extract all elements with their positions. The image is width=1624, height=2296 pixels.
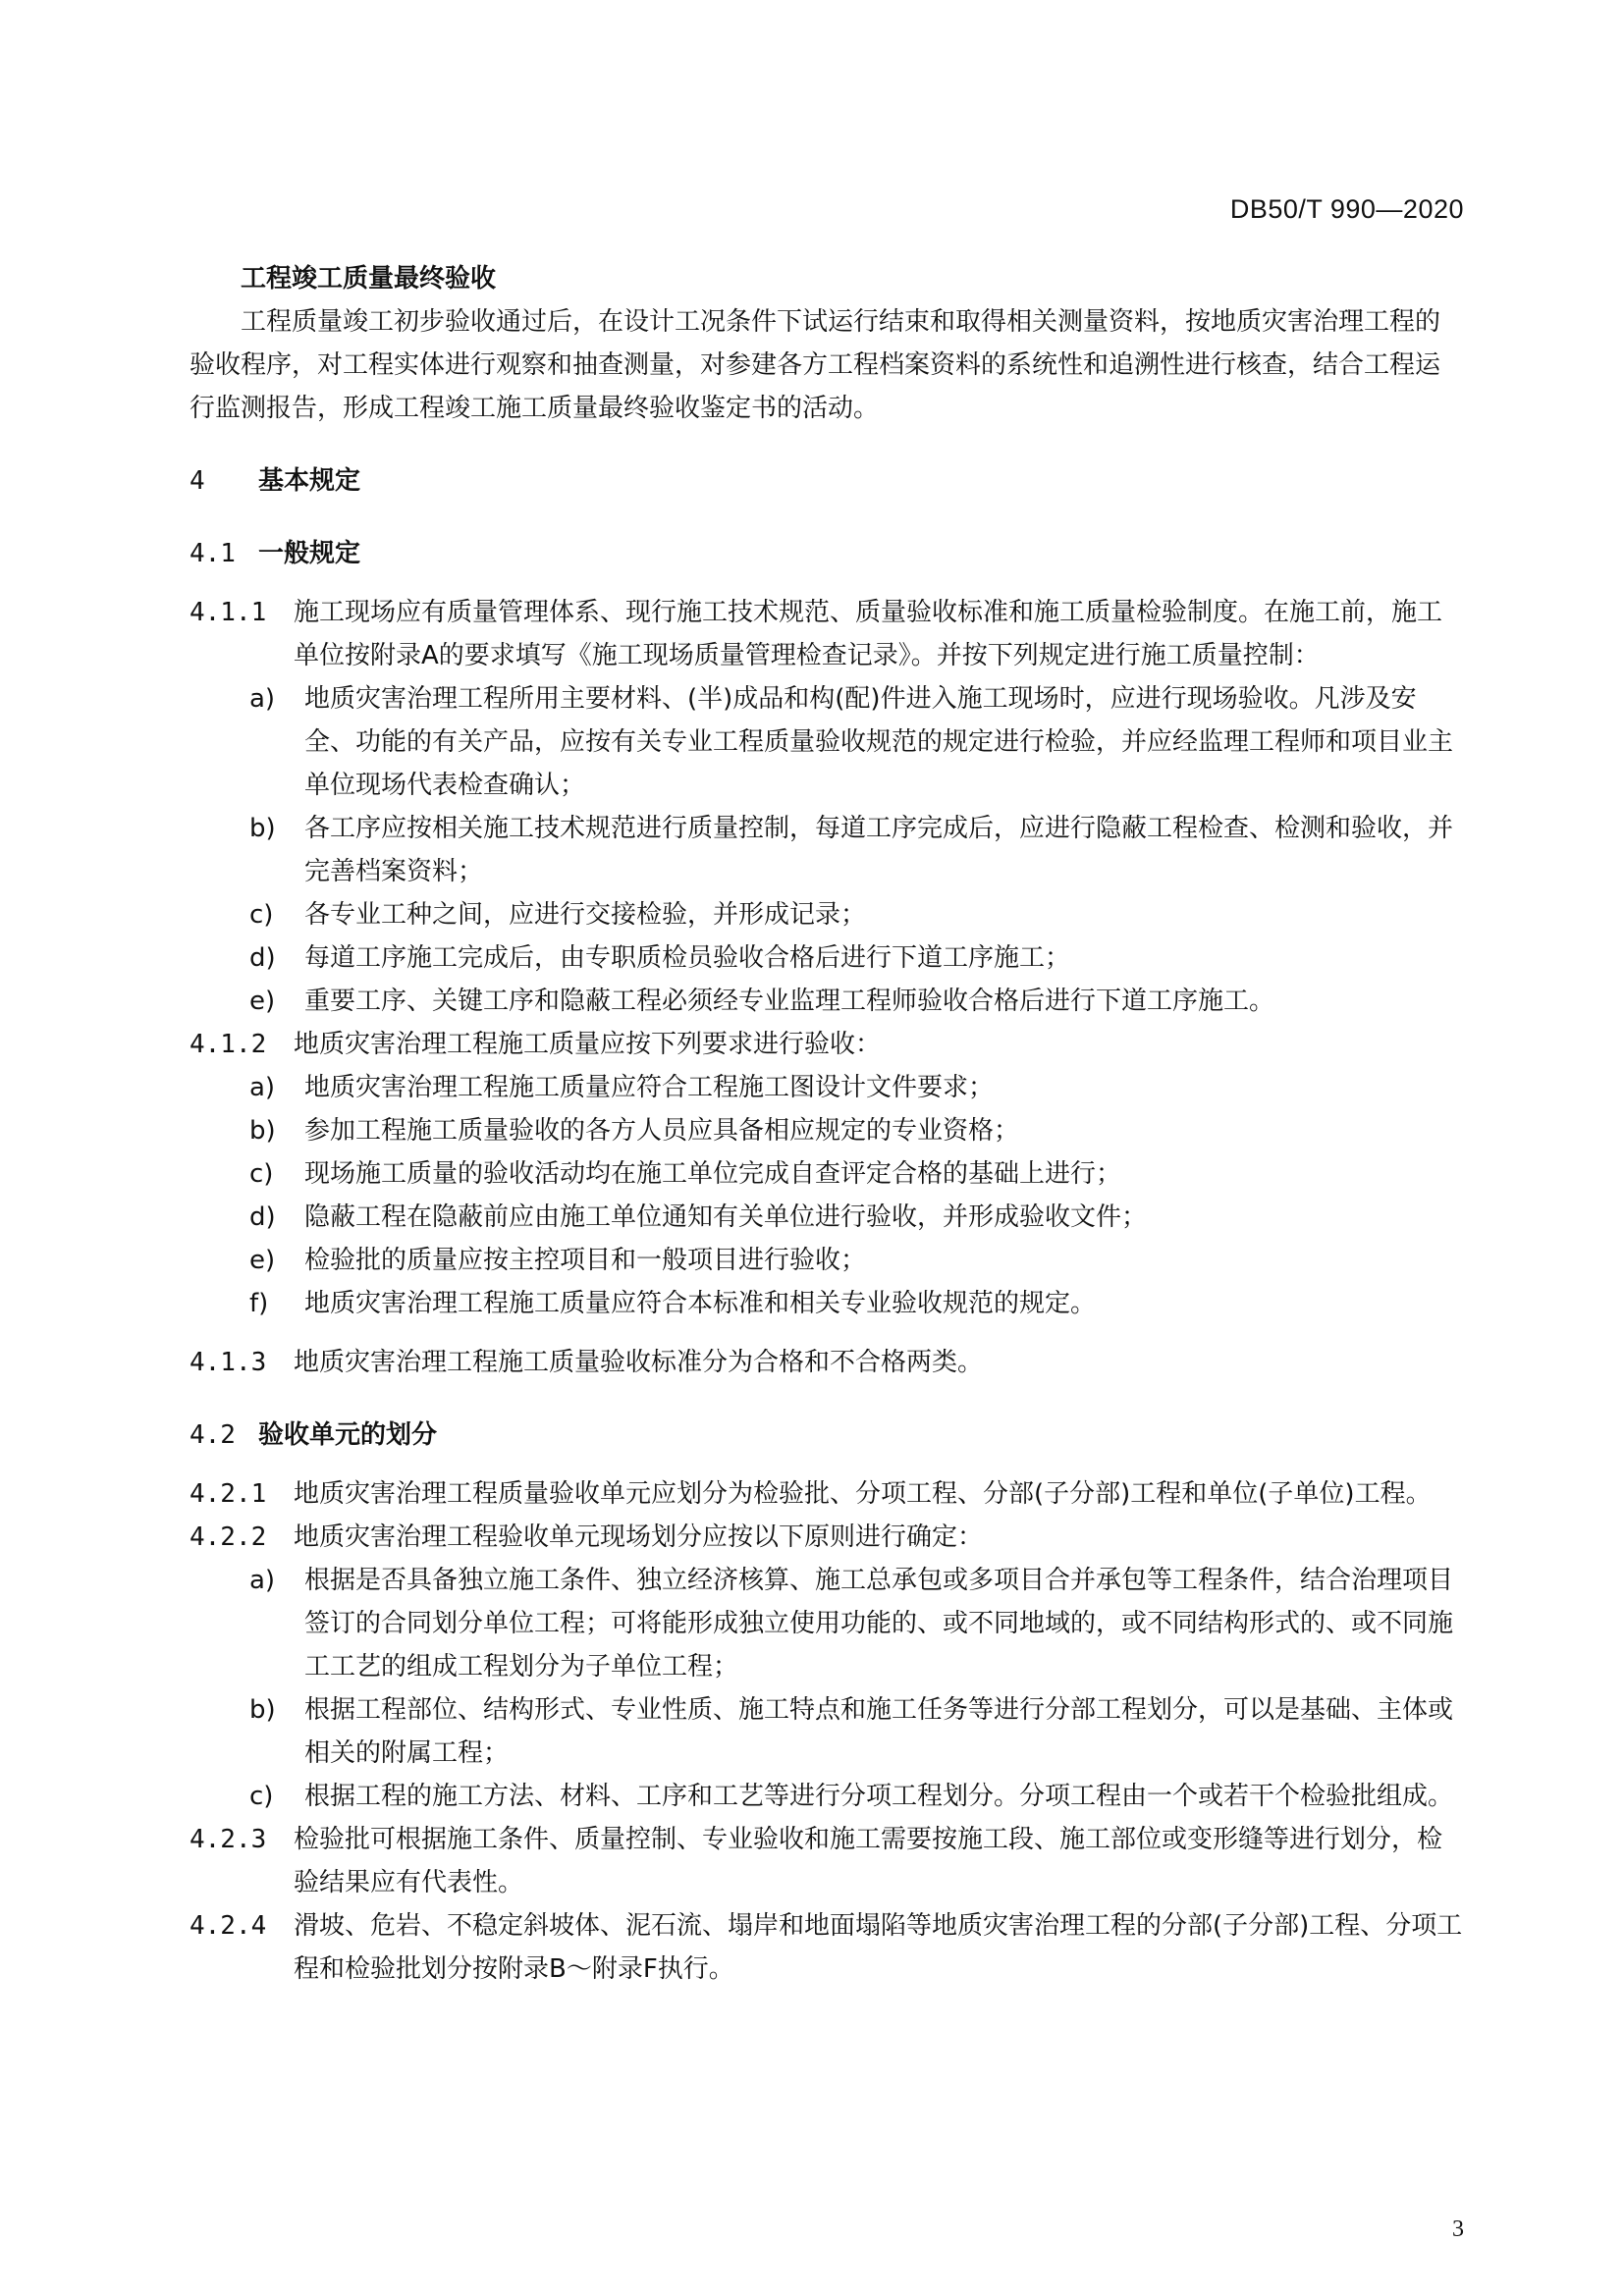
list-item (189, 1688, 1464, 1775)
clause-text: 滑坡、危岩、不稳定斜坡体、泥石流、塌岸和地面塌陷等地质灾害治理工程的分部(子分部)工程、分项工程和检验批划分按附录B～附录F执行。 (294, 1911, 1463, 1984)
clause-text: 地质灾害治理工程施工质量验收标准分为合格和不合格两类。 (294, 1348, 984, 1377)
clause-number: 4.2.1 (189, 1479, 267, 1509)
clause-number: 4.1.3 (189, 1348, 267, 1377)
list-text: 现场施工质量的验收活动均在施工单位完成自查评定合格的基础上进行； (304, 1159, 1122, 1189)
list-item (189, 1282, 1464, 1325)
list-text: 地质灾害治理工程所用主要材料、(半)成品和构(配)件进入施工现场时，应进行现场验收。凡涉及安全、功能的有关产品，应按有关专业工程质量验收规范的规定进行检验，并应经监理工程师和项目业主单位现场代表检查确认； (304, 684, 1454, 800)
list-marker: a) (249, 1073, 276, 1102)
list-marker: d) (249, 943, 276, 973)
clause-number: 4.1.1 (189, 598, 267, 627)
list-text: 地质灾害治理工程施工质量应符合本标准和相关专业验收规范的规定。 (304, 1289, 1097, 1318)
document-body (189, 257, 1464, 1991)
subsection-title: 一般规定 (258, 539, 361, 568)
list-text: 每道工序施工完成后，由专职质检员验收合格后进行下道工序施工； (304, 943, 1071, 973)
list-marker: b) (249, 1695, 276, 1725)
list-item (189, 1239, 1464, 1282)
list-text: 根据工程部位、结构形式、专业性质、施工特点和施工任务等进行分部工程划分，可以是基础、主体或相关的附属工程； (304, 1695, 1454, 1768)
list-marker: b) (249, 1116, 276, 1146)
clause (189, 1818, 1464, 1904)
clause-text: 地质灾害治理工程质量验收单元应划分为检验批、分项工程、分部(子分部)工程和单位(子单位)工程。 (294, 1479, 1432, 1509)
list-item (189, 1196, 1464, 1239)
clause-text: 地质灾害治理工程验收单元现场划分应按以下原则进行确定： (294, 1522, 984, 1552)
list-item (189, 980, 1464, 1023)
clause-text: 检验批可根据施工条件、质量控制、专业验收和施工需要按施工段、施工部位或变形缝等进行划分，检验结果应有代表性。 (294, 1825, 1443, 1897)
list-marker: d) (249, 1202, 276, 1232)
clause-number: 4.2.2 (189, 1522, 267, 1552)
list-item (189, 1066, 1464, 1109)
subsection-heading (189, 532, 1464, 575)
standard-number: DB50/T 990—2020 (1229, 194, 1464, 224)
clause (189, 1341, 1464, 1384)
clause (189, 1472, 1464, 1516)
section-number: 4 (189, 466, 205, 496)
list-marker: e) (249, 1246, 276, 1275)
list-item (189, 936, 1464, 980)
list-item (189, 1152, 1464, 1196)
list-text: 根据是否具备独立施工条件、独立经济核算、施工总承包或多项目合并承包等工程条件，结合治理项目签订的合同划分单位工程；可将能形成独立使用功能的、或不同地域的，或不同结构形式的、或不同施工工艺的组成工程划分为子单位工程； (304, 1566, 1454, 1682)
list-item (189, 677, 1464, 807)
list-text: 各专业工种之间，应进行交接检验，并形成记录； (304, 900, 867, 930)
list-text: 地质灾害治理工程施工质量应符合工程施工图设计文件要求； (304, 1073, 995, 1102)
clause (189, 591, 1464, 677)
list-text: 隐蔽工程在隐蔽前应由施工单位通知有关单位进行验收，并形成验收文件； (304, 1202, 1148, 1232)
list-item (189, 1775, 1464, 1818)
list-marker: f) (249, 1289, 269, 1318)
clause-text: 施工现场应有质量管理体系、现行施工技术规范、质量验收标准和施工质量检验制度。在施工前，施工单位按附录A的要求填写《施工现场质量管理检查记录》。并按下列规定进行施工质量控制： (294, 598, 1443, 670)
section-heading (189, 459, 1464, 503)
list-marker: b) (249, 814, 276, 843)
list-text: 检验批的质量应按主控项目和一般项目进行验收； (304, 1246, 867, 1275)
list-marker: a) (249, 684, 276, 714)
list-item (189, 893, 1464, 936)
subsection-number: 4.2 (189, 1420, 236, 1450)
list-marker: c) (249, 1159, 274, 1189)
clause-number: 4.2.3 (189, 1825, 267, 1854)
clause (189, 1516, 1464, 1559)
page-number: 3 (1452, 2216, 1464, 2242)
subsection-heading (189, 1414, 1464, 1457)
list-text: 根据工程的施工方法、材料、工序和工艺等进行分项工程划分。分项工程由一个或若干个检验批组成。 (304, 1782, 1454, 1811)
clause (189, 1023, 1464, 1066)
subsection-number: 4.1 (189, 539, 236, 568)
list-marker: e) (249, 987, 276, 1016)
list-text: 各工序应按相关施工技术规范进行质量控制，每道工序完成后，应进行隐蔽工程检查、检测和验收，并完善档案资料； (304, 814, 1454, 886)
list-marker: a) (249, 1566, 276, 1595)
list-item (189, 1109, 1464, 1152)
list-text: 参加工程施工质量验收的各方人员应具备相应规定的专业资格； (304, 1116, 1020, 1146)
list-text: 重要工序、关键工序和隐蔽工程必须经专业监理工程师验收合格后进行下道工序施工。 (304, 987, 1275, 1016)
clause-text: 地质灾害治理工程施工质量应按下列要求进行验收： (294, 1030, 882, 1059)
term-definition: 工程质量竣工初步验收通过后，在设计工况条件下试运行结束和取得相关测量资料，按地质灾害治理工程的验收程序，对工程实体进行观察和抽查测量，对参建各方工程档案资料的系统性和追溯性进行核查，结合工程运行监测报告，形成工程竣工施工质量最终验收鉴定书的活动。 (189, 307, 1441, 423)
subsection-title: 验收单元的划分 (258, 1420, 438, 1450)
clause (189, 1904, 1464, 1991)
list-item (189, 807, 1464, 893)
clause-number: 4.2.4 (189, 1911, 267, 1941)
clause-number: 4.1.2 (189, 1030, 267, 1059)
list-marker: c) (249, 1782, 274, 1811)
section-title: 基本规定 (258, 466, 361, 496)
list-item (189, 1559, 1464, 1688)
list-marker: c) (249, 900, 274, 930)
term-title: 工程竣工质量最终验收 (241, 264, 497, 294)
